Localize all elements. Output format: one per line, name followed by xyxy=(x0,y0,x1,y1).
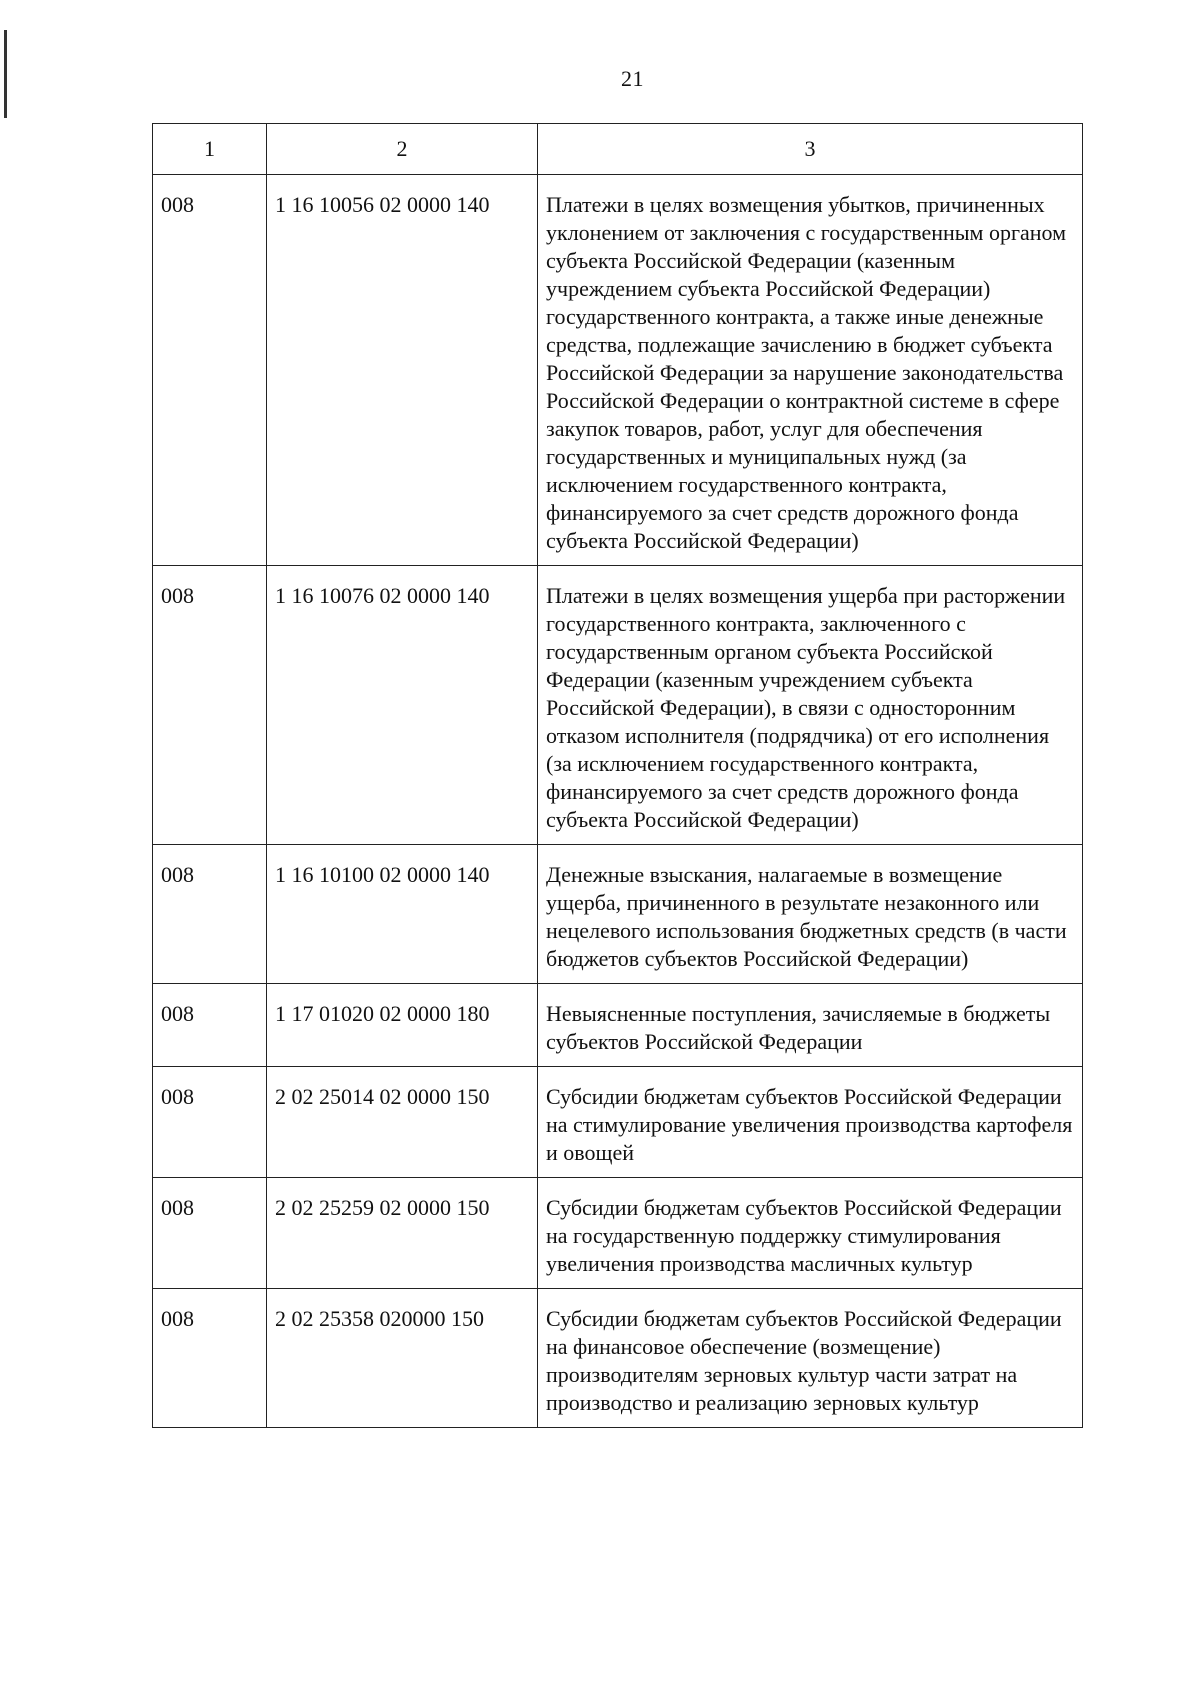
admin-code-cell: 008 xyxy=(153,1289,267,1428)
table-row xyxy=(153,845,1083,984)
header-col-1: 1 xyxy=(153,124,267,175)
admin-code-cell: 008 xyxy=(153,845,267,984)
description-cell: Платежи в целях возмещения убытков, причиненных уклонением от заключения с государственным органом субъекта Российской Федерации (казенным учреждением субъекта Российской Федерации) государственного контракта, а также иные денежные средства, подлежащие зачислению в бюджет субъекта Российской Федерации за нарушение законодательства Российской Федерации о контрактной системе в сфере закупок товаров, работ, услуг для обеспечения государственных и муниципальных нужд (за исключением государственного контракта, финансируемого за счет средств дорожного фонда субъекта Российской Федерации) xyxy=(538,175,1083,566)
admin-code-cell: 008 xyxy=(153,984,267,1067)
table-row xyxy=(153,984,1083,1067)
description-cell: Субсидии бюджетам субъектов Российской Федерации на финансовое обеспечение (возмещение) производителям зерновых культур части затрат на производство и реализацию зерновых культур xyxy=(538,1289,1083,1428)
admin-code-cell: 008 xyxy=(153,175,267,566)
admin-code-cell: 008 xyxy=(153,1178,267,1289)
header-col-2: 2 xyxy=(267,124,538,175)
table-header-row xyxy=(153,124,1083,175)
budget-code-cell: 2 02 25259 02 0000 150 xyxy=(267,1178,538,1289)
budget-code-cell: 2 02 25014 02 0000 150 xyxy=(267,1067,538,1178)
page-number: 21 xyxy=(621,66,644,91)
budget-code-cell: 1 16 10076 02 0000 140 xyxy=(267,566,538,845)
header-col-3: 3 xyxy=(538,124,1083,175)
admin-code-cell: 008 xyxy=(153,1067,267,1178)
budget-code-cell: 2 02 25358 020000 150 xyxy=(267,1289,538,1428)
budget-code-cell: 1 16 10100 02 0000 140 xyxy=(267,845,538,984)
description-cell: Денежные взыскания, налагаемые в возмещение ущерба, причиненного в результате незаконного или нецелевого использования бюджетных средств (в части бюджетов субъектов Российской Федерации) xyxy=(538,845,1083,984)
table-row xyxy=(153,1289,1083,1428)
budget-code-table xyxy=(152,123,1083,1428)
table-row xyxy=(153,1067,1083,1178)
table-row xyxy=(153,1178,1083,1289)
table-row xyxy=(153,566,1083,845)
description-cell: Невыясненные поступления, зачисляемые в бюджеты субъектов Российской Федерации xyxy=(538,984,1083,1067)
admin-code-cell: 008 xyxy=(153,566,267,845)
description-cell: Платежи в целях возмещения ущерба при расторжении государственного контракта, заключенного с государственным органом субъекта Российской Федерации (казенным учреждением субъекта Российской Федерации), в связи с односторонним отказом исполнителя (подрядчика) от его исполнения (за исключением государственного контракта, финансируемого за счет средств дорожного фонда субъекта Российской Федерации) xyxy=(538,566,1083,845)
budget-code-cell: 1 16 10056 02 0000 140 xyxy=(267,175,538,566)
table-row xyxy=(153,175,1083,566)
description-cell: Субсидии бюджетам субъектов Российской Федерации на государственную поддержку стимулирования увеличения производства масличных культур xyxy=(538,1178,1083,1289)
budget-code-cell: 1 17 01020 02 0000 180 xyxy=(267,984,538,1067)
description-cell: Субсидии бюджетам субъектов Российской Федерации на стимулирование увеличения производства картофеля и овощей xyxy=(538,1067,1083,1178)
